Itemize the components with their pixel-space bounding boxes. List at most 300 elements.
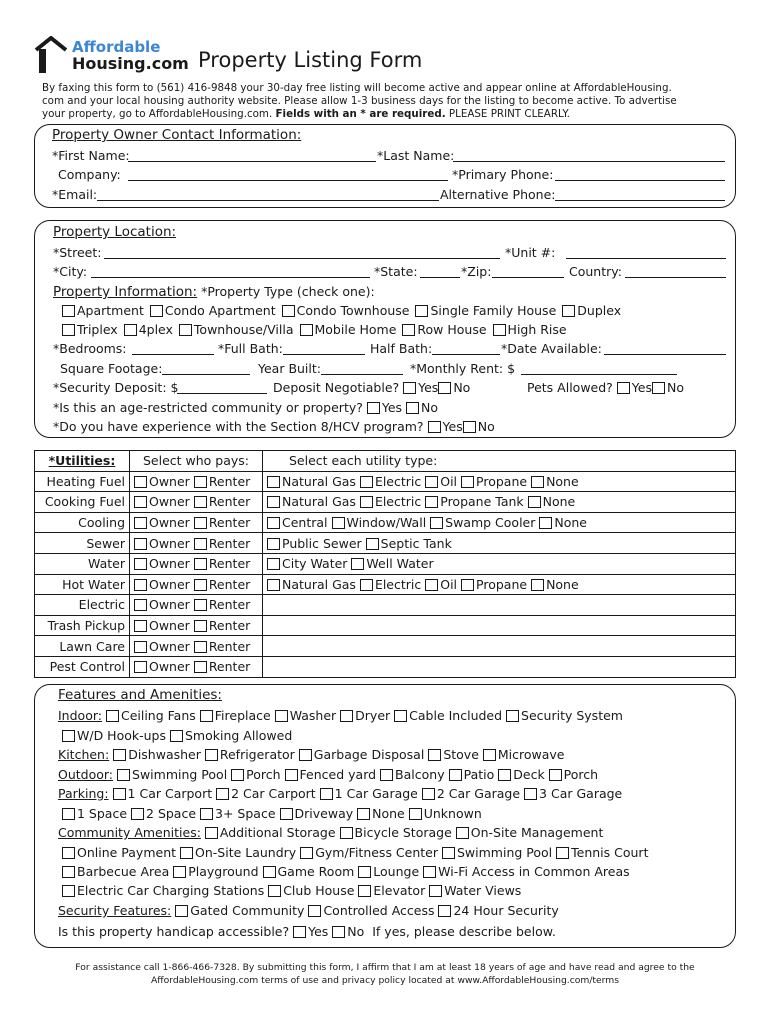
table-row — [35, 615, 736, 636]
property-type-label: *Property Type (check one): — [197, 284, 375, 299]
type-option[interactable] — [282, 303, 410, 318]
checkbox[interactable] — [425, 579, 438, 591]
renter-checkbox[interactable] — [194, 641, 207, 653]
utility-label: Cooling — [35, 512, 130, 533]
payer-heading: Select who pays: — [130, 451, 263, 472]
checkbox[interactable] — [449, 769, 462, 781]
type-label: Central — [282, 515, 328, 531]
type-cell — [263, 512, 736, 533]
renter-label: Renter — [208, 515, 251, 531]
checkbox[interactable] — [299, 749, 312, 761]
option-label: Porch — [563, 767, 599, 782]
type-option[interactable] — [300, 322, 397, 337]
option-label: Dishwasher — [128, 747, 201, 762]
features-heading: Features and Amenities: — [58, 687, 222, 703]
checkbox[interactable] — [409, 808, 422, 820]
table-row — [35, 492, 736, 513]
payer-cell — [130, 656, 263, 677]
year-built-field[interactable] — [321, 374, 403, 375]
owner-checkbox[interactable] — [134, 538, 147, 550]
owner-checkbox[interactable] — [134, 517, 147, 529]
utilities-table — [34, 450, 736, 678]
age-no-checkbox[interactable] — [406, 402, 419, 414]
checkbox[interactable] — [442, 847, 455, 859]
checkbox[interactable] — [231, 769, 244, 781]
table-row — [35, 553, 736, 574]
checkbox[interactable] — [180, 847, 193, 859]
checkbox[interactable] — [113, 749, 126, 761]
table-row — [35, 595, 736, 616]
checkbox[interactable] — [320, 788, 333, 800]
full-bath-label: *Full Bath: — [218, 341, 283, 356]
checkbox[interactable] — [300, 847, 313, 859]
property-info-heading: Property Information: — [53, 284, 198, 300]
property-types-row-2 — [62, 322, 573, 337]
owner-label: Owner — [149, 576, 190, 592]
option-label: Additional Storage — [219, 825, 336, 840]
security-deposit-label: *Security Deposit: $ — [53, 380, 179, 395]
outdoor-label: Outdoor: — [58, 767, 114, 782]
checkbox[interactable] — [351, 558, 364, 570]
section8-label: *Do you have experience with the Section 8/HCV program? — [53, 419, 424, 434]
page-title: Property Listing Form — [198, 48, 423, 72]
security-label: Security Features: — [58, 903, 172, 918]
street-label: *Street: — [53, 245, 102, 260]
owner-checkbox[interactable] — [134, 476, 147, 488]
option-label: Tennis Court — [571, 845, 649, 860]
checkbox[interactable] — [531, 579, 544, 591]
last-name-field[interactable] — [453, 161, 725, 162]
checkbox[interactable] — [263, 866, 276, 878]
owner-label: Owner — [149, 473, 190, 489]
type-label: None — [542, 494, 576, 510]
checkbox[interactable] — [506, 710, 519, 722]
checkbox[interactable] — [438, 905, 451, 917]
community-row — [58, 825, 603, 840]
checkbox[interactable] — [422, 788, 435, 800]
section8-yes-checkbox[interactable] — [428, 421, 441, 433]
checkbox[interactable] — [150, 305, 163, 317]
date-available-label: *Date Available: — [501, 341, 602, 356]
security-deposit-field[interactable] — [177, 393, 267, 394]
checkbox[interactable] — [556, 847, 569, 859]
owner-checkbox[interactable] — [134, 661, 147, 673]
checkbox[interactable] — [62, 324, 75, 336]
logo-bottom-text: Housing.com — [72, 54, 189, 73]
option-label: Refrigerator — [219, 747, 295, 762]
checkbox[interactable] — [285, 769, 298, 781]
checkbox[interactable] — [62, 885, 75, 897]
primary-phone-field[interactable] — [555, 180, 725, 181]
checkbox[interactable] — [425, 476, 438, 488]
type-cell — [263, 492, 736, 513]
type-cell — [263, 533, 736, 554]
pets-no-checkbox[interactable] — [652, 382, 665, 394]
option-label: Security System — [521, 708, 623, 723]
renter-label: Renter — [208, 535, 251, 551]
table-row — [35, 533, 736, 554]
checkbox[interactable] — [267, 517, 280, 529]
type-heading: Select each utility type: — [263, 451, 736, 472]
checkbox[interactable] — [366, 538, 379, 550]
renter-label: Renter — [208, 659, 251, 675]
option-label: Game Room — [277, 864, 355, 879]
location-heading: Property Location: — [53, 224, 177, 240]
checkbox[interactable] — [425, 496, 438, 508]
type-label: Electric — [374, 473, 422, 489]
checkbox[interactable] — [179, 324, 192, 336]
handicap-question: Is this property handicap accessible? — [58, 924, 290, 939]
renter-checkbox[interactable] — [194, 599, 207, 611]
community-row-3 — [62, 864, 630, 879]
checkbox[interactable] — [200, 710, 213, 722]
utility-label: Cooking Fuel — [35, 492, 130, 513]
checkbox[interactable] — [113, 788, 126, 800]
date-available-field[interactable] — [604, 354, 726, 355]
renter-checkbox[interactable] — [194, 558, 207, 570]
checkbox[interactable] — [340, 710, 353, 722]
checkbox[interactable] — [394, 710, 407, 722]
owner-label: Owner — [149, 494, 190, 510]
payer-cell — [130, 471, 263, 492]
option-label: Smoking Allowed — [184, 728, 293, 743]
checkbox[interactable] — [205, 827, 218, 839]
checkbox[interactable] — [524, 788, 537, 800]
type-option[interactable] — [179, 322, 294, 337]
option-label: On-Site Laundry — [195, 845, 297, 860]
option-label: Elevator — [373, 883, 426, 898]
checkbox[interactable] — [498, 769, 511, 781]
table-row — [35, 512, 736, 533]
community-row-4 — [62, 883, 521, 898]
zip-field[interactable] — [492, 277, 564, 278]
type-label: Natural Gas — [282, 473, 356, 489]
renter-checkbox[interactable] — [194, 579, 207, 591]
checkbox[interactable] — [531, 476, 544, 488]
checkbox[interactable] — [358, 866, 371, 878]
type-label: Well Water — [366, 556, 434, 572]
type-option[interactable] — [124, 322, 173, 337]
no-label: No — [477, 419, 495, 434]
pets-yes-checkbox[interactable] — [617, 382, 630, 394]
type-label: Condo Apartment — [164, 303, 276, 318]
option-label: Unknown — [423, 806, 482, 821]
owner-label: Owner — [149, 618, 190, 634]
renter-checkbox[interactable] — [194, 476, 207, 488]
square-footage-label: Square Footage: — [60, 361, 163, 376]
first-name-label: *First Name: — [52, 148, 130, 163]
checkbox[interactable] — [173, 866, 186, 878]
option-label: None — [372, 806, 405, 821]
checkbox[interactable] — [461, 579, 474, 591]
type-label: Duplex — [577, 303, 622, 318]
deposit-yes-checkbox[interactable] — [403, 382, 416, 394]
type-cell — [263, 574, 736, 595]
monthly-rent-field[interactable] — [521, 374, 677, 375]
checkbox[interactable] — [429, 885, 442, 897]
checkbox[interactable] — [461, 476, 474, 488]
type-label: Propane — [476, 576, 528, 592]
type-label: Septic Tank — [380, 535, 452, 551]
checkbox[interactable] — [300, 324, 313, 336]
checkbox[interactable] — [205, 749, 218, 761]
type-cell — [263, 615, 736, 636]
option-label: Gated Community — [190, 903, 305, 918]
company-field[interactable] — [128, 180, 448, 181]
zip-label: *Zip: — [461, 264, 492, 279]
handicap-yes-checkbox[interactable] — [293, 926, 306, 938]
checkbox[interactable] — [360, 476, 373, 488]
checkbox[interactable] — [62, 730, 75, 742]
utility-label: Sewer — [35, 533, 130, 554]
type-option[interactable] — [562, 303, 621, 318]
security-row — [58, 903, 559, 918]
option-label: 2 Space — [146, 806, 197, 821]
option-label: Cable Included — [409, 708, 503, 723]
table-row — [35, 656, 736, 677]
owner-label: Owner — [149, 535, 190, 551]
checkbox[interactable] — [124, 324, 137, 336]
option-label: Gym/Fitness Center — [315, 845, 438, 860]
bedrooms-label: *Bedrooms: — [53, 341, 127, 356]
option-label: Ceiling Fans — [120, 708, 196, 723]
owner-checkbox[interactable] — [134, 496, 147, 508]
utilities-heading: *Utilities: — [35, 451, 130, 472]
checkbox[interactable] — [340, 827, 353, 839]
square-footage-field[interactable] — [162, 374, 250, 375]
checkbox[interactable] — [267, 538, 280, 550]
checkbox[interactable] — [62, 808, 75, 820]
checkbox[interactable] — [62, 866, 75, 878]
logo — [34, 36, 194, 76]
year-built-label: Year Built: — [258, 361, 321, 376]
checkbox[interactable] — [332, 517, 345, 529]
bedrooms-field[interactable] — [132, 354, 214, 355]
type-cell — [263, 636, 736, 657]
renter-checkbox[interactable] — [194, 517, 207, 529]
utility-label: Electric — [35, 595, 130, 616]
checkbox[interactable] — [549, 769, 562, 781]
type-option[interactable] — [402, 322, 486, 337]
monthly-rent-label: *Monthly Rent: $ — [410, 361, 516, 376]
yes-label: Yes — [442, 419, 463, 434]
city-field[interactable] — [91, 277, 370, 278]
checkbox[interactable] — [423, 866, 436, 878]
community-row-2 — [62, 845, 648, 860]
type-label: Oil — [440, 473, 458, 489]
owner-checkbox[interactable] — [134, 558, 147, 570]
type-label: Apartment — [77, 303, 144, 318]
type-label: Single Family House — [430, 303, 557, 318]
parking-row-2 — [62, 806, 482, 821]
type-option[interactable] — [415, 303, 556, 318]
type-cell — [263, 471, 736, 492]
renter-checkbox[interactable] — [194, 496, 207, 508]
renter-label: Renter — [208, 556, 251, 572]
no-label: No — [453, 380, 471, 395]
utility-label: Hot Water — [35, 574, 130, 595]
option-label: 2 Car Carport — [231, 786, 316, 801]
type-option[interactable] — [493, 322, 567, 337]
kitchen-row — [58, 747, 565, 762]
option-label: Playground — [188, 864, 259, 879]
type-label: Window/Wall — [346, 515, 427, 531]
payer-cell — [130, 595, 263, 616]
checkbox[interactable] — [106, 710, 119, 722]
type-option[interactable] — [62, 322, 118, 337]
checkbox[interactable] — [282, 305, 295, 317]
option-label: 1 Car Carport — [127, 786, 213, 801]
renter-checkbox[interactable] — [194, 538, 207, 550]
option-label: Controlled Access — [323, 903, 435, 918]
age-yes-checkbox[interactable] — [367, 402, 380, 414]
checkbox[interactable] — [415, 305, 428, 317]
checkbox[interactable] — [216, 788, 229, 800]
checkbox[interactable] — [175, 905, 188, 917]
country-field[interactable] — [625, 277, 726, 278]
handicap-row — [58, 924, 556, 939]
no-label: No — [347, 924, 365, 939]
payer-cell — [130, 636, 263, 657]
owner-label: Owner — [149, 556, 190, 572]
state-field[interactable] — [420, 277, 460, 278]
checkbox[interactable] — [117, 769, 130, 781]
option-label: On-Site Management — [470, 825, 604, 840]
checkbox[interactable] — [170, 730, 183, 742]
option-label: Microwave — [497, 747, 565, 762]
option-label: Deck — [513, 767, 545, 782]
type-label: None — [546, 473, 579, 489]
checkbox[interactable] — [268, 885, 281, 897]
pets-allowed-label: Pets Allowed? — [527, 380, 613, 395]
country-label: Country: — [569, 264, 622, 279]
checkbox[interactable] — [493, 324, 506, 336]
checkbox[interactable] — [430, 517, 443, 529]
owner-checkbox[interactable] — [134, 599, 147, 611]
checkbox[interactable] — [267, 558, 280, 570]
option-label: Dryer — [355, 708, 391, 723]
half-bath-field[interactable] — [432, 354, 500, 355]
handicap-no-checkbox[interactable] — [332, 926, 345, 938]
owner-heading: Property Owner Contact Information: — [52, 127, 302, 143]
alt-phone-field[interactable] — [555, 200, 725, 201]
utility-label: Water — [35, 553, 130, 574]
pets-allowed-row — [527, 380, 684, 395]
checkbox[interactable] — [280, 808, 293, 820]
checkbox[interactable] — [267, 496, 280, 508]
city-label: *City: — [53, 264, 88, 279]
option-label: Fenced yard — [299, 767, 377, 782]
yes-label: Yes — [418, 380, 439, 395]
option-label: W/D Hook-ups — [77, 728, 166, 743]
type-label: Electric — [374, 576, 422, 592]
owner-checkbox[interactable] — [134, 579, 147, 591]
checkbox[interactable] — [562, 305, 575, 317]
checkbox[interactable] — [483, 749, 496, 761]
checkbox[interactable] — [131, 808, 144, 820]
checkbox[interactable] — [360, 579, 373, 591]
renter-label: Renter — [208, 473, 251, 489]
owner-checkbox[interactable] — [134, 620, 147, 632]
type-label: Propane Tank — [440, 494, 524, 510]
owner-label: Owner — [149, 515, 190, 531]
utility-label: Lawn Care — [35, 636, 130, 657]
street-field[interactable] — [104, 258, 500, 259]
checkbox[interactable] — [62, 847, 75, 859]
option-label: 2 Car Garage — [436, 786, 521, 801]
renter-checkbox[interactable] — [194, 620, 207, 632]
checkbox[interactable] — [456, 827, 469, 839]
type-cell — [263, 595, 736, 616]
type-label: High Rise — [507, 322, 567, 337]
type-label: Public Sewer — [282, 535, 362, 551]
option-label: 24 Hour Security — [453, 903, 559, 918]
type-label: Oil — [440, 576, 458, 592]
unit-label: *Unit #: — [505, 245, 556, 260]
checkbox[interactable] — [402, 324, 415, 336]
email-field[interactable] — [97, 200, 439, 201]
deposit-no-checkbox[interactable] — [438, 382, 451, 394]
type-label: City Water — [282, 556, 348, 572]
unit-field[interactable] — [566, 258, 726, 259]
intro-line-1: By faxing this form to (561) 416-9848 your 30-day free listing will become active and appear online at AffordableHousing. — [42, 82, 672, 94]
type-label: None — [554, 515, 587, 531]
yes-label: Yes — [631, 380, 652, 395]
checkbox[interactable] — [360, 496, 373, 508]
option-label: Patio — [463, 767, 495, 782]
renter-checkbox[interactable] — [194, 661, 207, 673]
intro-line-2: com and your local housing authority website. Please allow 1-3 business days for the listing to become active. To advertise — [42, 95, 677, 107]
checkbox[interactable] — [200, 808, 213, 820]
type-option[interactable] — [150, 303, 276, 318]
owner-label: Owner — [149, 659, 190, 675]
checkbox[interactable] — [267, 476, 280, 488]
alt-phone-label: Alternative Phone: — [440, 187, 556, 202]
renter-label: Renter — [208, 494, 251, 510]
logo-top-text: Affordable — [72, 38, 161, 56]
section8-no-checkbox[interactable] — [463, 421, 476, 433]
utility-label: Heating Fuel — [35, 471, 130, 492]
table-row — [35, 636, 736, 657]
checkbox[interactable] — [539, 517, 552, 529]
option-label: 3 Car Garage — [539, 786, 623, 801]
first-name-field[interactable] — [128, 161, 376, 162]
option-label: Washer — [289, 708, 337, 723]
option-label: Driveway — [294, 806, 354, 821]
checkbox[interactable] — [275, 710, 288, 722]
checkbox[interactable] — [357, 808, 370, 820]
checkbox[interactable] — [428, 749, 441, 761]
checkbox[interactable] — [62, 305, 75, 317]
age-restricted-label: *Is this an age-restricted community or property? — [53, 400, 363, 415]
renter-label: Renter — [208, 576, 251, 592]
owner-checkbox[interactable] — [134, 641, 147, 653]
checkbox[interactable] — [358, 885, 371, 897]
type-label: Townhouse/Villa — [193, 322, 294, 337]
checkbox[interactable] — [308, 905, 321, 917]
full-bath-field[interactable] — [283, 354, 365, 355]
indoor-row — [58, 708, 623, 723]
no-label: No — [421, 400, 439, 415]
type-option[interactable] — [62, 303, 144, 318]
intro-line-3 — [42, 108, 570, 120]
checkbox[interactable] — [380, 769, 393, 781]
option-label: Wi-Fi Access in Common Areas — [438, 864, 630, 879]
type-label: Swamp Cooler — [445, 515, 536, 531]
checkbox[interactable] — [267, 579, 280, 591]
deposit-negotiable-row — [273, 380, 470, 395]
checkbox[interactable] — [528, 496, 541, 508]
